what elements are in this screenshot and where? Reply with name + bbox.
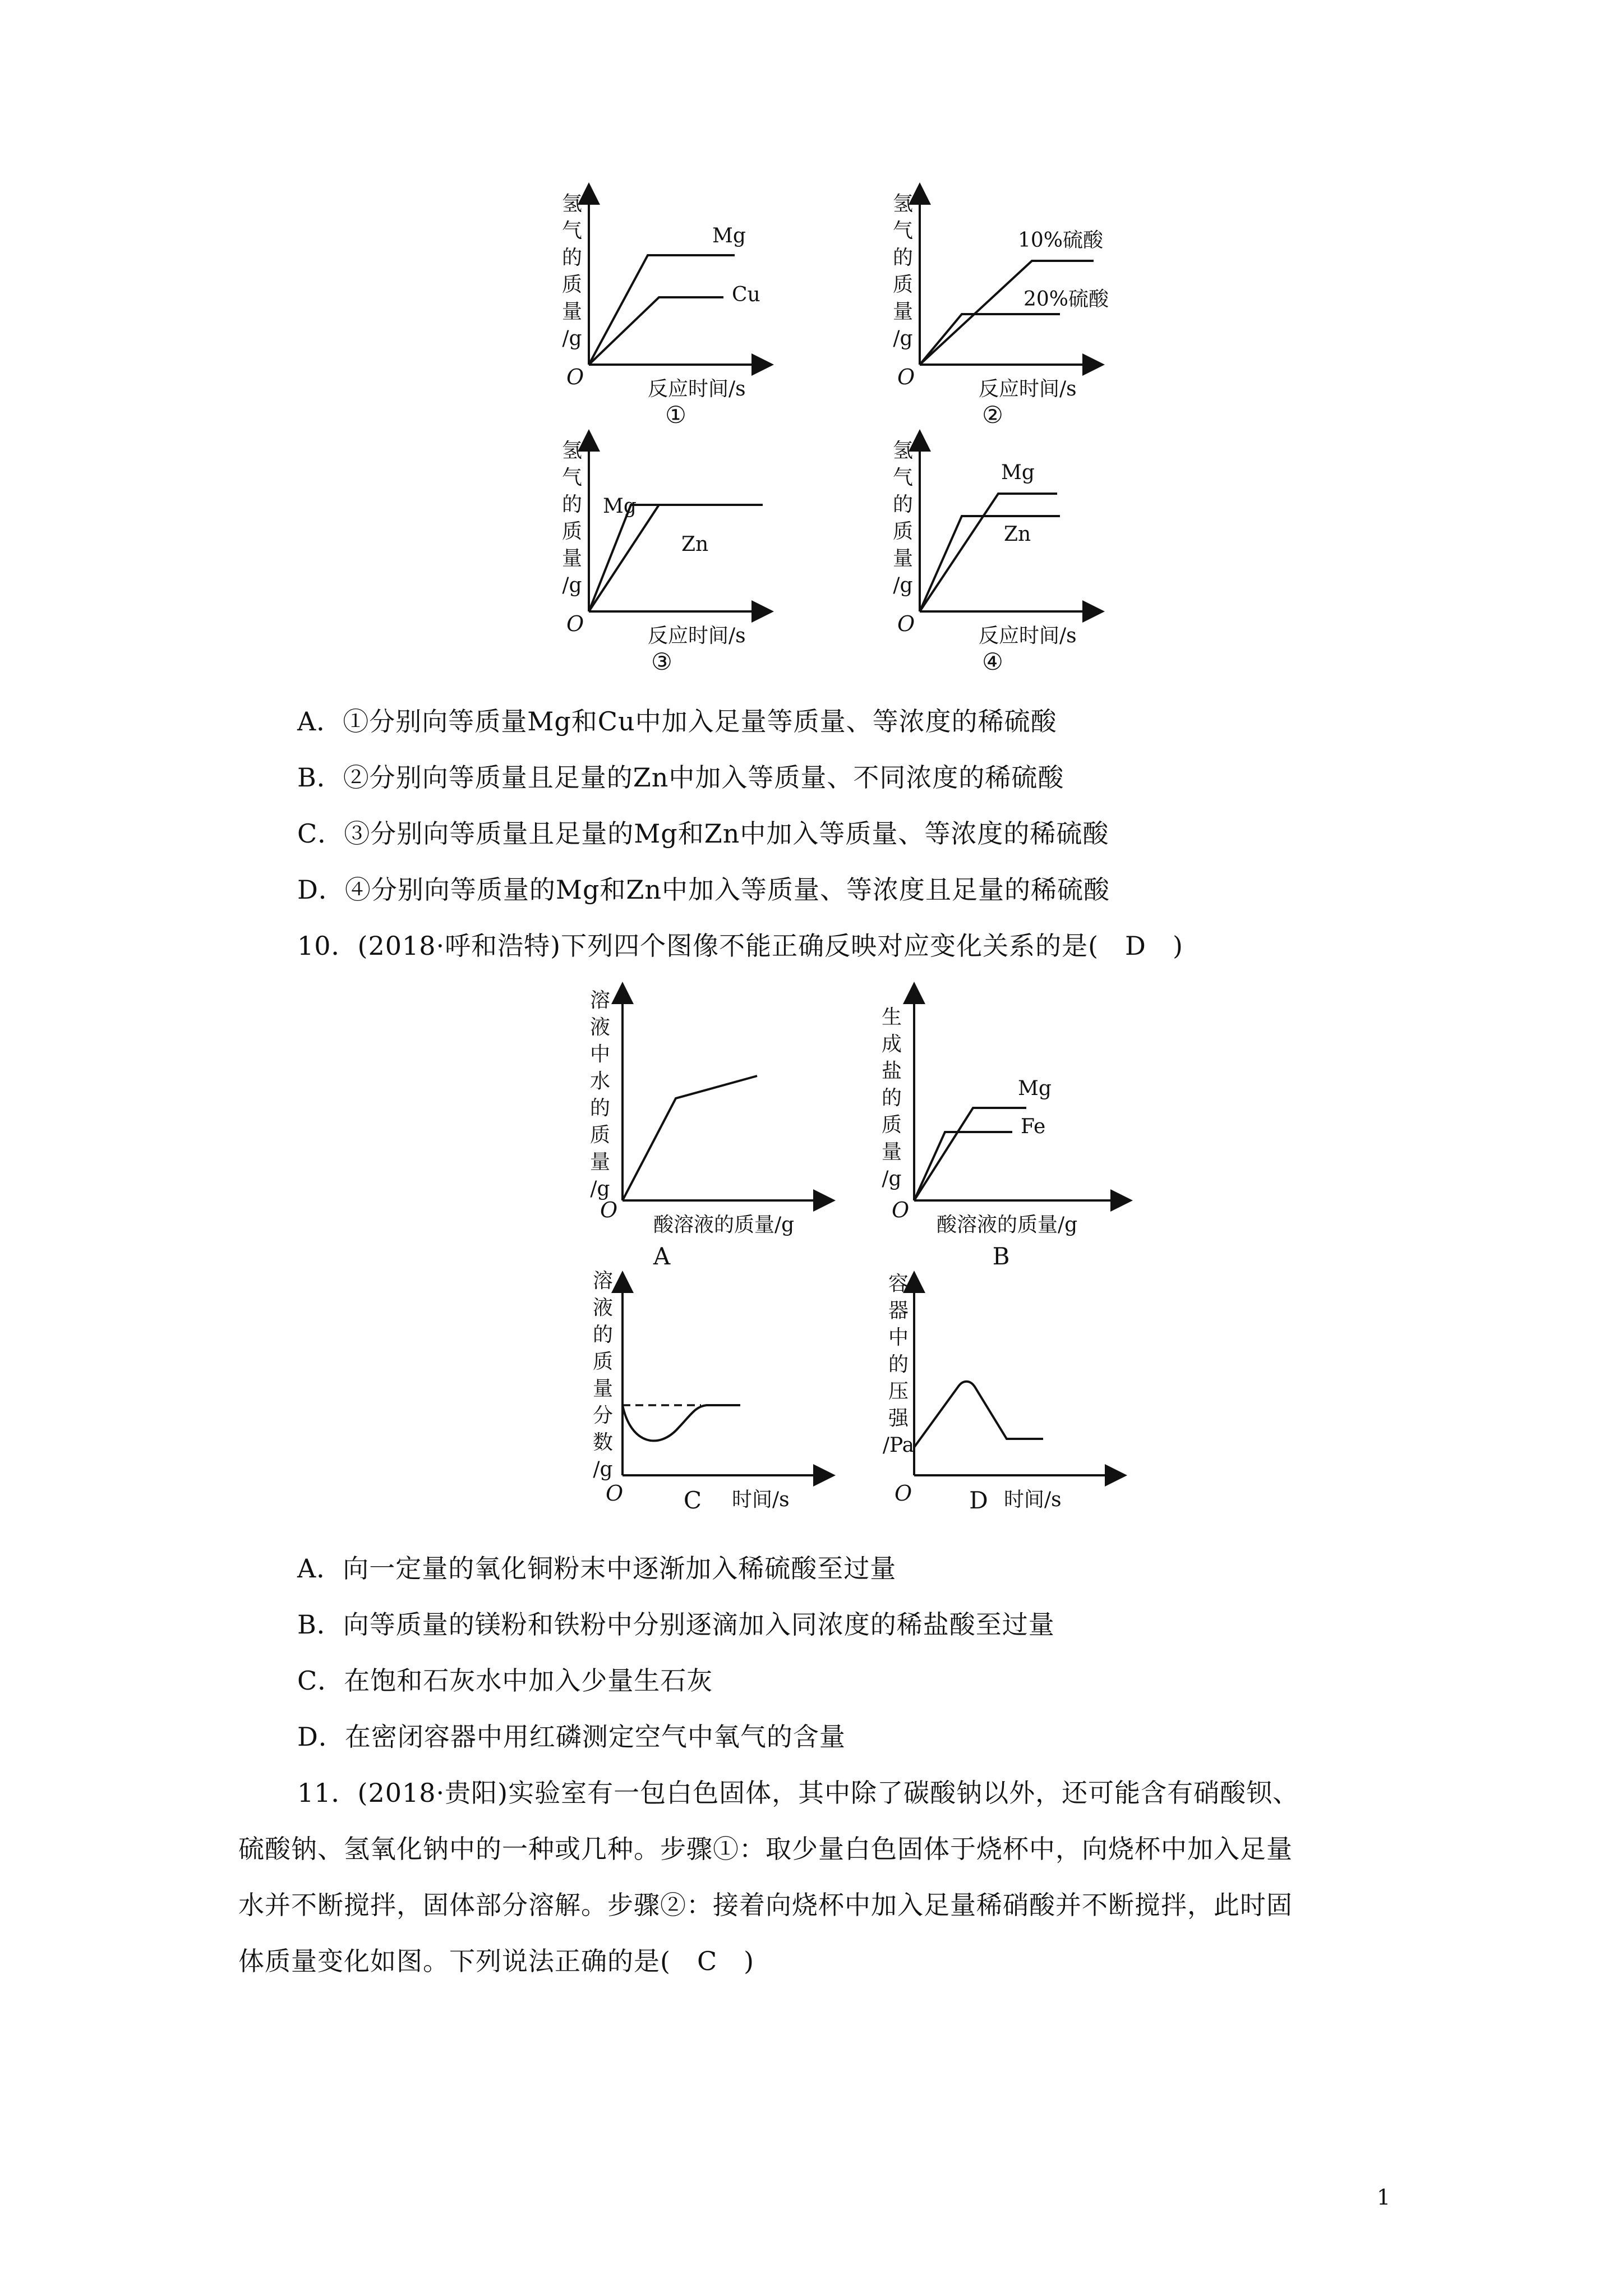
graph-caption: ② bbox=[982, 401, 1003, 429]
graph-caption: ④ bbox=[982, 648, 1003, 675]
curve-fe bbox=[914, 1132, 1012, 1200]
q10-option-d: D．在密闭容器中用红磷测定空气中氧气的含量 bbox=[297, 1722, 846, 1752]
q9-option-b: B．②分别向等质量且足量的Zn中加入等质量、不同浓度的稀硫酸 bbox=[297, 762, 1064, 793]
graph-3 bbox=[561, 432, 796, 684]
y-axis-label: 溶 液 中 水 的 质 量 /g bbox=[589, 989, 610, 1200]
origin-label: O bbox=[566, 365, 584, 389]
curve-mg bbox=[914, 1108, 1026, 1200]
q10-option-a: A．向一定量的氧化铜粉末中逐渐加入稀硫酸至过量 bbox=[297, 1553, 897, 1584]
origin-label: O bbox=[606, 1481, 624, 1506]
y-axis-label: 生 成 盐 的 质 量 /g bbox=[881, 1006, 902, 1190]
series-label-fe: Fe bbox=[1021, 1115, 1046, 1138]
q11-line-1: 11．(2018·贵阳)实验室有一包白色固体，其中除了碳酸钠以外，还可能含有硝酸钡、 bbox=[297, 1778, 1299, 1808]
graph-d bbox=[858, 1268, 1150, 1531]
curve-cu bbox=[589, 297, 723, 365]
q9-option-d: D．④分别向等质量的Mg和Zn中加入等质量、等浓度且足量的稀硫酸 bbox=[297, 875, 1110, 905]
origin-label: O bbox=[897, 365, 915, 389]
curve-20pct bbox=[920, 314, 1060, 365]
origin-label: O bbox=[895, 1481, 912, 1506]
x-axis-label: 时间/s bbox=[1004, 1488, 1062, 1511]
x-axis-label: 反应时间/s bbox=[979, 378, 1077, 401]
graph-a bbox=[561, 987, 852, 1279]
q9-option-c: C．③分别向等质量且足量的Mg和Zn中加入等质量、等浓度的稀硫酸 bbox=[297, 818, 1109, 849]
series-label-mg: Mg bbox=[603, 495, 637, 518]
x-axis-label: 反应时间/s bbox=[979, 624, 1077, 647]
y-axis-label: 氢 气 的 质 量 /g bbox=[892, 439, 913, 597]
curve-10pct bbox=[920, 261, 1094, 365]
q11-line-2: 硫酸钠、氢氧化钠中的一种或几种。步骤①：取少量白色固体于烧杯中，向烧杯中加入足量 bbox=[238, 1834, 1293, 1864]
series-label-mg: Mg bbox=[712, 224, 746, 247]
origin-label: O bbox=[566, 611, 584, 636]
graph-caption: ③ bbox=[651, 648, 672, 675]
y-axis-label: 氢 气 的 质 量 /g bbox=[561, 192, 582, 350]
graph-b bbox=[858, 987, 1150, 1279]
q10-option-b: B．向等质量的镁粉和铁粉中分别逐滴加入同浓度的稀盐酸至过量 bbox=[297, 1609, 1055, 1640]
series-label-mg: Mg bbox=[1001, 461, 1035, 484]
graph-caption: ① bbox=[665, 401, 686, 429]
curve-water bbox=[623, 1076, 757, 1200]
curve-zn bbox=[920, 516, 1060, 611]
graph-2 bbox=[892, 185, 1150, 438]
graph-c bbox=[561, 1268, 852, 1531]
q9-option-a: A．①分别向等质量Mg和Cu中加入足量等质量、等浓度的稀硫酸 bbox=[297, 706, 1057, 737]
y-axis-label: 氢 气 的 质 量 /g bbox=[892, 192, 913, 350]
series-label-10pct: 10%硫酸 bbox=[1018, 229, 1104, 252]
y-axis-label: 氢 气 的 质 量 /g bbox=[561, 439, 582, 597]
curve-mg bbox=[920, 494, 1057, 611]
x-axis-label: 酸溶液的质量/g bbox=[653, 1213, 795, 1236]
q11-line-4: 体质量变化如图。下列说法正确的是( C ) bbox=[238, 1946, 755, 1976]
graph-caption: D bbox=[969, 1487, 988, 1514]
series-label-mg: Mg bbox=[1018, 1077, 1052, 1100]
origin-label: O bbox=[600, 1198, 618, 1222]
x-axis-label: 时间/s bbox=[732, 1488, 790, 1511]
page-number: 1 bbox=[1377, 2185, 1391, 2210]
origin-label: O bbox=[892, 1198, 910, 1222]
q10-stem: 10．(2018·呼和浩特)下列四个图像不能正确反映对应变化关系的是( D ) bbox=[297, 931, 1183, 961]
x-axis-label: 反应时间/s bbox=[648, 624, 746, 647]
series-label-zn: Zn bbox=[1004, 523, 1031, 546]
series-label-zn: Zn bbox=[681, 533, 709, 556]
curve-mg bbox=[589, 255, 735, 365]
curve-fraction bbox=[623, 1405, 740, 1441]
y-axis-label: 容 器 中 的 压 强 /Pa bbox=[882, 1272, 915, 1457]
x-axis-label: 酸溶液的质量/g bbox=[937, 1213, 1078, 1236]
q11-line-3: 水并不断搅拌，固体部分溶解。步骤②：接着向烧杯中加入足量稀硝酸并不断搅拌，此时固 bbox=[238, 1890, 1293, 1920]
curve-pressure bbox=[914, 1382, 1043, 1447]
q10-option-c: C．在饱和石灰水中加入少量生石灰 bbox=[297, 1665, 713, 1696]
graph-4 bbox=[892, 432, 1150, 684]
graph-caption: C bbox=[683, 1487, 702, 1514]
y-axis-label: 溶 液 的 质 量 分 数 /g bbox=[592, 1269, 613, 1481]
graph-caption: B bbox=[992, 1243, 1010, 1270]
graph-caption: A bbox=[653, 1243, 671, 1270]
graph-1 bbox=[561, 185, 796, 438]
curve-mg bbox=[589, 505, 763, 611]
series-label-20pct: 20%硫酸 bbox=[1023, 288, 1109, 311]
x-axis-label: 反应时间/s bbox=[648, 378, 746, 401]
series-label-cu: Cu bbox=[732, 283, 760, 306]
origin-label: O bbox=[897, 611, 915, 636]
